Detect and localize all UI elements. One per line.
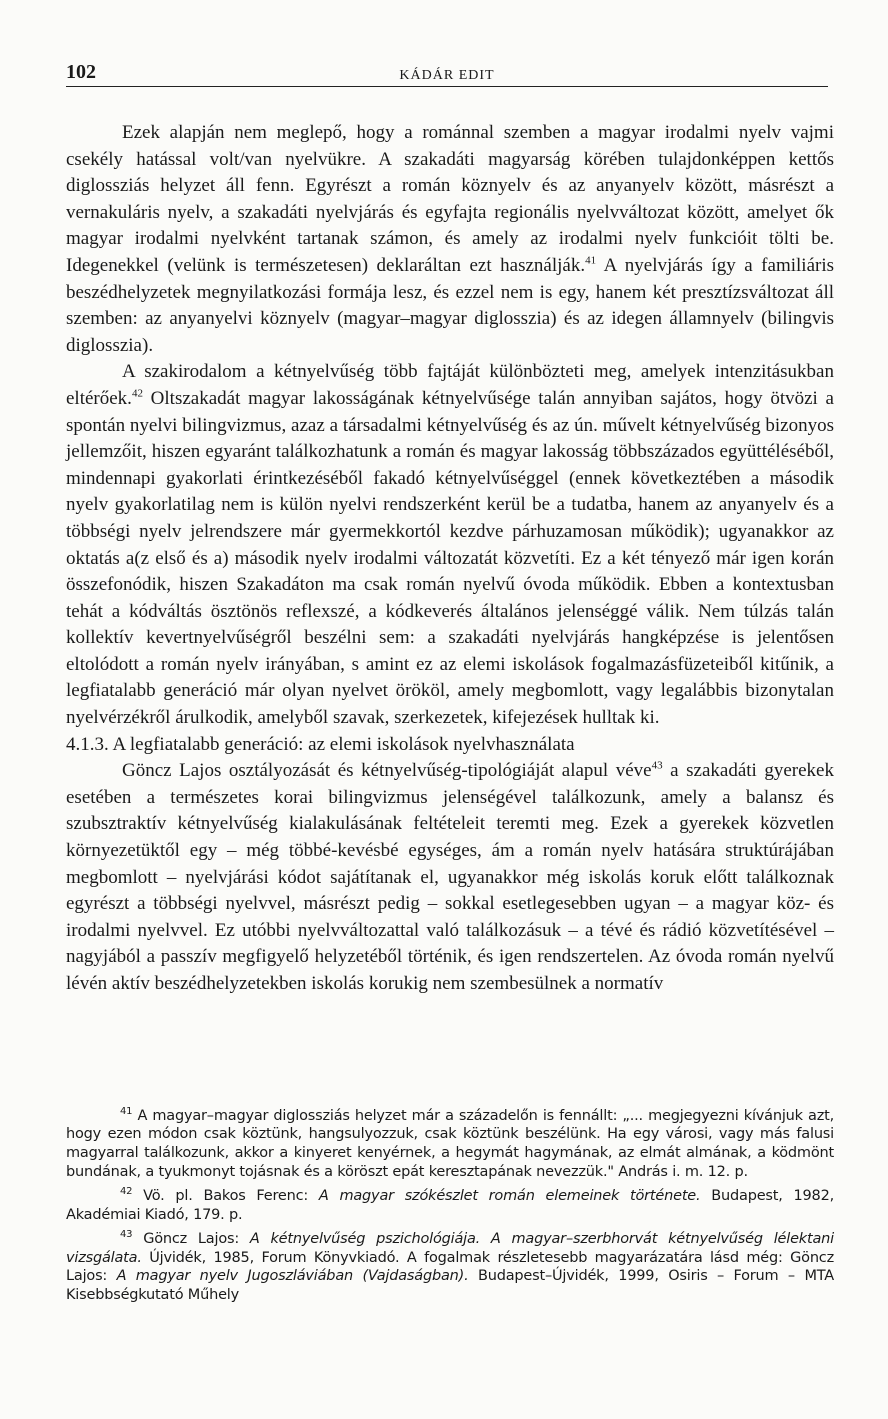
paragraph-1: Ezek alapján nem meglepő, hogy a románnal szemben a magyar irodalmi nyelv vajmi csekély hatással volt/van nyelvükre. A szakadáti magyarság körében tulajdonképpen kettős diglossziás helyzet áll fenn. Egyrészt a román köznyelv és az anyanyelv között, másrészt a vernakuláris nyelv, a szakadáti nyelvjárás és egyfajta regionális nyelvváltozat között, amelyet ők magyar irodalmi nyelvként tartanak számon, és amely az irodalmi nyelv funkcióit tölti be. Idegenekkel (velünk is természetesen) deklaráltan ezt használják.$^{41}$ A nyelvjárás így a familiáris beszédhelyzetek megnyilatkozási formája lesz, és ezzel nem is egy, hanem két presztízsváltozat áll szemben: az anyanyelvi köznyelv (magyar–magyar diglosszia) és az idegen államnyelv (bilingvis diglosszia). (66, 122, 834, 356)
footnote-43: $^{43}$ Göncz Lajos: A kétnyelvűség pszichológiája. A magyar–szerbhorvát kétnyelvűség lélektani vizsgálata. Újvidék, 1985, Forum Könyvkiadó. A fogalmak részletesebb magyarázatára lásd még: Göncz Lajos: A magyar nyelv Jugoszláviában (Vajdaságban). Budapest–Újvidék, 1999, Osiris – Forum – MTA Kisebbségkutató Műhely (66, 1229, 834, 1303)
footnote-42: $^{42}$ Vö. pl. Bakos Ferenc: A magyar szókészlet román elemeinek története. Budapest, 1982, Akadémiai Kiadó, 179. p. (66, 1186, 834, 1223)
footnote-ref-42[interactable]: 42 (131, 387, 143, 400)
main-text (66, 120, 834, 998)
footnotes (66, 1103, 834, 1306)
paragraph-2: A szakirodalom a kétnyelvűség több fajtáját különbözteti meg, amelyek intenzitásukban eltérőek.$^{42}$ Oltszakadát magyar lakosságának kétnyelvűsége talán annyiban sajátos, hogy ötvözi a spontán nyelvi bilingvizmus, azaz a társadalmi kétnyelvűség és az ún. művelt kétnyelvűség bizonyos jellemzőit, hiszen egyaránt találkozhatunk a román és magyar lakosság többszázados együttéléséből, mindennapi gyakorlati érintkezéséből fakadó kétnyelvűséggel (ennek következtében a második nyelv gyakorlatilag nem is külön nyelvi rendszerként kerül be a tudatba, hanem az anyanyelv és a többségi nyelv jelrendszere már gyermekkortól kezdve párhuzamosan működik); ugyanakkor az oktatás a(z első és a) második nyelv irodalmi változatát közvetíti. Ez a két tényező már igen korán összefonódik, hiszen Szakadáton ma csak román nyelvű óvoda működik. Ebben a kontextusban tehát a kódváltás ösztönös reflexszé, a kódkeverés általános jelenséggé válik. Nem túlzás talán kollektív kevertnyelvűségről beszélni sem: a szakadáti nyelvjárás hangképzése is jelentősen eltolódott a román nyelv irányában, s amint ez az elemi iskolások fogalmazásfüzeteiből kitűnik, a legfiatalabb generáció már olyan nyelvet örököl, amely megbomlott, vagy legalábbis bizonytalan nyelvérzékről árulkodik, amelyből szavak, szerkezetek, kifejezések hulltak ki. (66, 361, 834, 729)
running-title: KÁDÁR EDIT (399, 68, 495, 83)
page-header (66, 61, 828, 87)
page-number: 102 (66, 61, 96, 83)
section-heading: 4.1.3. A legfiatalabb generáció: az elemi iskolások nyelvhasználata (66, 733, 575, 755)
footnote-ref-43[interactable]: 43 (651, 759, 663, 772)
footnote-41: $^{41}$ A magyar–magyar diglossziás helyzet már a századelőn is fennállt: „... megjegyezni kívánjuk azt, hogy ezen módon csak köztünk, hangsulyozzuk, csak köztünk beszélünk. Ha egy városi, vagy más falusi magyarral találkozunk, akkor a kinyeret kenyérnek, a hegymát hagymának, az elmát almának, a ködmönt bundának, a tyukmonyt tojásnak és a köröszt epát keresztapának nevezzük." András i. m. 12. p. (66, 1106, 834, 1180)
footnote-ref-41[interactable]: 41 (585, 254, 597, 267)
paragraph-3: Göncz Lajos osztályozását és kétnyelvűség-tipológiáját alapul véve$^{43}$ a szakadáti gyerekek esetében a természetes korai bilingvizmus jelenségével találkozunk, amely a balansz és szubsztraktív kétnyelvűség kialakulásának feltételeit teremti meg. Ezek a gyerekek közvetlen környezetüktől egy – még többé-kevésbé egységes, ám a román nyelv hatására struktúrájában megbomlott – nyelvjárási kódot sajátítanak el, ugyanakkor még iskolás koruk előtt találkoznak egyrészt a többségi nyelvvel, másrészt pedig – sokkal esetlegesebben ugyan – a magyar köz- és irodalmi nyelvvel. Ez utóbbi nyelvváltozattal való találkozásuk – a tévé és rádió közvetítésével – nagyjából a passzív megfigyelő helyzetéből történik, és igen rendszertelen. Az óvoda román nyelvű lévén aktív beszédhelyzetekben iskolás korukig nem szembesülnek a normatív (66, 759, 834, 994)
